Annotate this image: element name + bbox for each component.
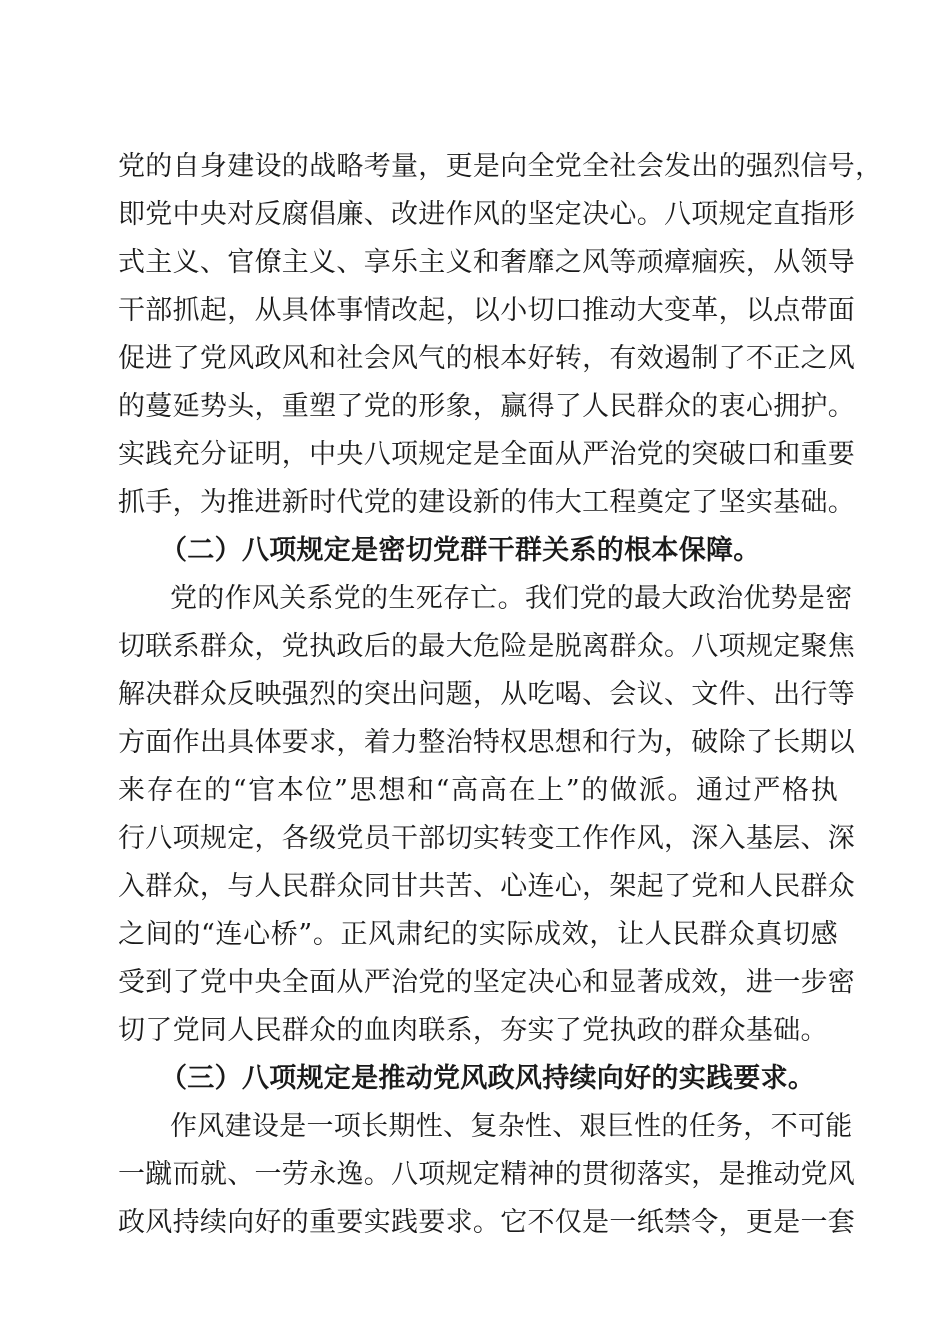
paragraph-line: 党的作风关系党的生死存亡。我们党的最大政治优势是密 — [170, 583, 853, 614]
paragraph-line: 解决群众反映强烈的突出问题，从吃喝、会议、文件、出行等 — [118, 679, 856, 710]
paragraph-line: 抓手，为推进新时代党的建设新的伟大工程奠定了坚实基础。 — [118, 487, 856, 518]
paragraph-line: 之间的“连心桥”。正风肃纪的实际成效，让人民群众真切感 — [118, 919, 838, 950]
paragraph-line: 政风持续向好的重要实践要求。它不仅是一纸禁令，更是一套 — [118, 1207, 856, 1238]
section-heading: （三）八项规定是推动党风政风持续向好的实践要求。 — [160, 1063, 816, 1094]
paragraph-line: 切了党同人民群众的血肉联系，夯实了党执政的群众基础。 — [118, 1015, 828, 1046]
paragraph-line: 党的自身建设的战略考量，更是向全党全社会发出的强烈信号， — [118, 151, 883, 182]
paragraph-line: 实践充分证明，中央八项规定是全面从严治党的突破口和重要 — [118, 439, 856, 470]
paragraph-line: 方面作出具体要求，着力整治特权思想和行为，破除了长期以 — [118, 727, 856, 758]
paragraph-line: 入群众，与人民群众同甘共苦、心连心，架起了党和人民群众 — [118, 871, 856, 902]
paragraph-line: 即党中央对反腐倡廉、改进作风的坚定决心。八项规定直指形 — [118, 199, 856, 230]
paragraph-line: 切联系群众，党执政后的最大危险是脱离群众。八项规定聚焦 — [118, 631, 856, 662]
paragraph-line: 受到了党中央全面从严治党的坚定决心和显著成效，进一步密 — [118, 967, 856, 998]
paragraph-line: 作风建设是一项长期性、复杂性、艰巨性的任务，不可能 — [170, 1111, 853, 1142]
section-heading: （二）八项规定是密切党群干群关系的根本保障。 — [160, 535, 761, 566]
paragraph-line: 促进了党风政风和社会风气的根本好转，有效遏制了不正之风 — [118, 343, 856, 374]
paragraph-line: 的蔓延势头，重塑了党的形象，赢得了人民群众的衷心拥护。 — [118, 391, 856, 422]
paragraph-line: 式主义、官僚主义、享乐主义和奢靡之风等顽瘴痼疾，从领导 — [118, 247, 856, 278]
paragraph-line: 干部抓起，从具体事情改起，以小切口推动大变革，以点带面 — [118, 295, 856, 326]
paragraph-line: 来存在的“官本位”思想和“高高在上”的做派。通过严格执 — [118, 775, 838, 806]
paragraph-line: 行八项规定，各级党员干部切实转变工作作风，深入基层、深 — [118, 823, 856, 854]
paragraph-line: 一蹴而就、一劳永逸。八项规定精神的贯彻落实，是推动党风 — [118, 1159, 856, 1190]
